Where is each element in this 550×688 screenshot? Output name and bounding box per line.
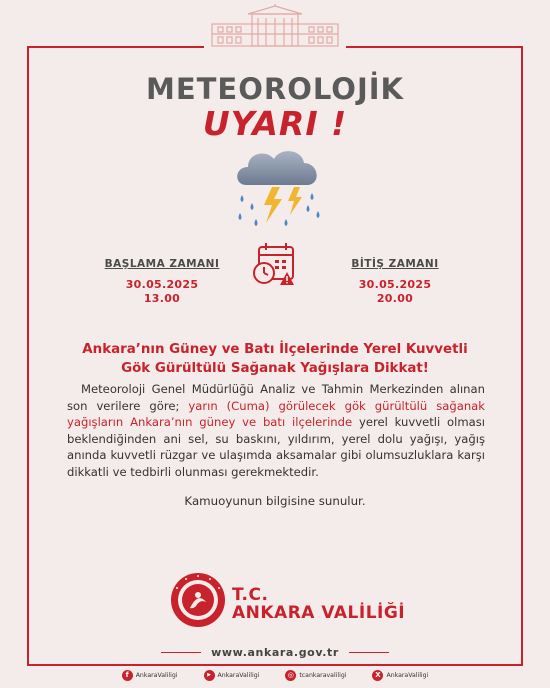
social-youtube[interactable]: [204, 670, 260, 681]
warning-title: METEOROLOJİK: [145, 72, 405, 106]
government-building-icon: [204, 4, 346, 48]
body-part-3: yerel kuvvetli olması beklendiğinden ani sel, su baskını, yıldırım, yerel dolu yağışı, yağış anında kuvvetli rüzgar ve ulaşımda aksamalar gibi olumsuzluklara karşı dikkatli ve tedbirli olunması gerekmektedir.: [67, 415, 485, 479]
social-handle: AnkaraValiligi: [135, 672, 178, 679]
social-handle: tcankaravaliligi: [299, 672, 347, 679]
x-icon: X: [372, 670, 383, 681]
org-line-1: T.C.: [232, 585, 269, 605]
end-date: 30.05.2025: [358, 278, 432, 291]
warning-subtitle: UYARI !: [202, 104, 348, 143]
social-x[interactable]: [372, 670, 428, 681]
youtube-icon: ▶: [204, 670, 215, 681]
social-handle: AnkaraValiligi: [217, 672, 260, 679]
warning-body: [67, 381, 485, 481]
social-instagram[interactable]: [285, 670, 346, 681]
org-line-2: ANKARA VALİLİĞİ: [232, 603, 406, 623]
start-hour: 13.00: [143, 292, 181, 305]
social-handle: AnkaraValiligi: [386, 672, 429, 679]
social-media-row: [0, 670, 550, 681]
closing-text: Kamuoyunun bilgisine sunulur.: [184, 494, 366, 508]
social-facebook[interactable]: [122, 670, 178, 681]
divider: [349, 652, 389, 653]
ankara-governorship-seal-icon: [170, 572, 226, 628]
divider: [161, 652, 201, 653]
calendar-clock-icon: [251, 240, 299, 288]
thunderstorm-icon: [228, 143, 328, 231]
instagram-icon: ◎: [285, 670, 296, 681]
website-link[interactable]: www.ankara.gov.tr: [211, 646, 339, 659]
warning-headline: [40, 340, 510, 378]
body-highlight: yarın (Cuma) görülecek gök gürültülü sağanak yağışların Ankara’nın güney ve batı ilçelerinde: [67, 398, 485, 430]
end-hour: 20.00: [376, 292, 414, 305]
facebook-icon: f: [122, 670, 133, 681]
start-time-label: BAŞLAMA ZAMANI: [104, 258, 220, 270]
start-date: 30.05.2025: [125, 278, 199, 291]
headline-line-1: Ankara’nın Güney ve Batı İlçelerinde Yerel Kuvvetli: [82, 342, 468, 357]
headline-line-2: Gök Gürültülü Sağanak Yağışlara Dikkat!: [121, 361, 429, 376]
body-part-1: Meteoroloji Genel Müdürlüğü Analiz ve Tahmin Merkezinden alınan son verilere göre;: [67, 382, 485, 413]
end-time-label: BİTİŞ ZAMANI: [351, 258, 439, 270]
website-row: [0, 646, 550, 659]
